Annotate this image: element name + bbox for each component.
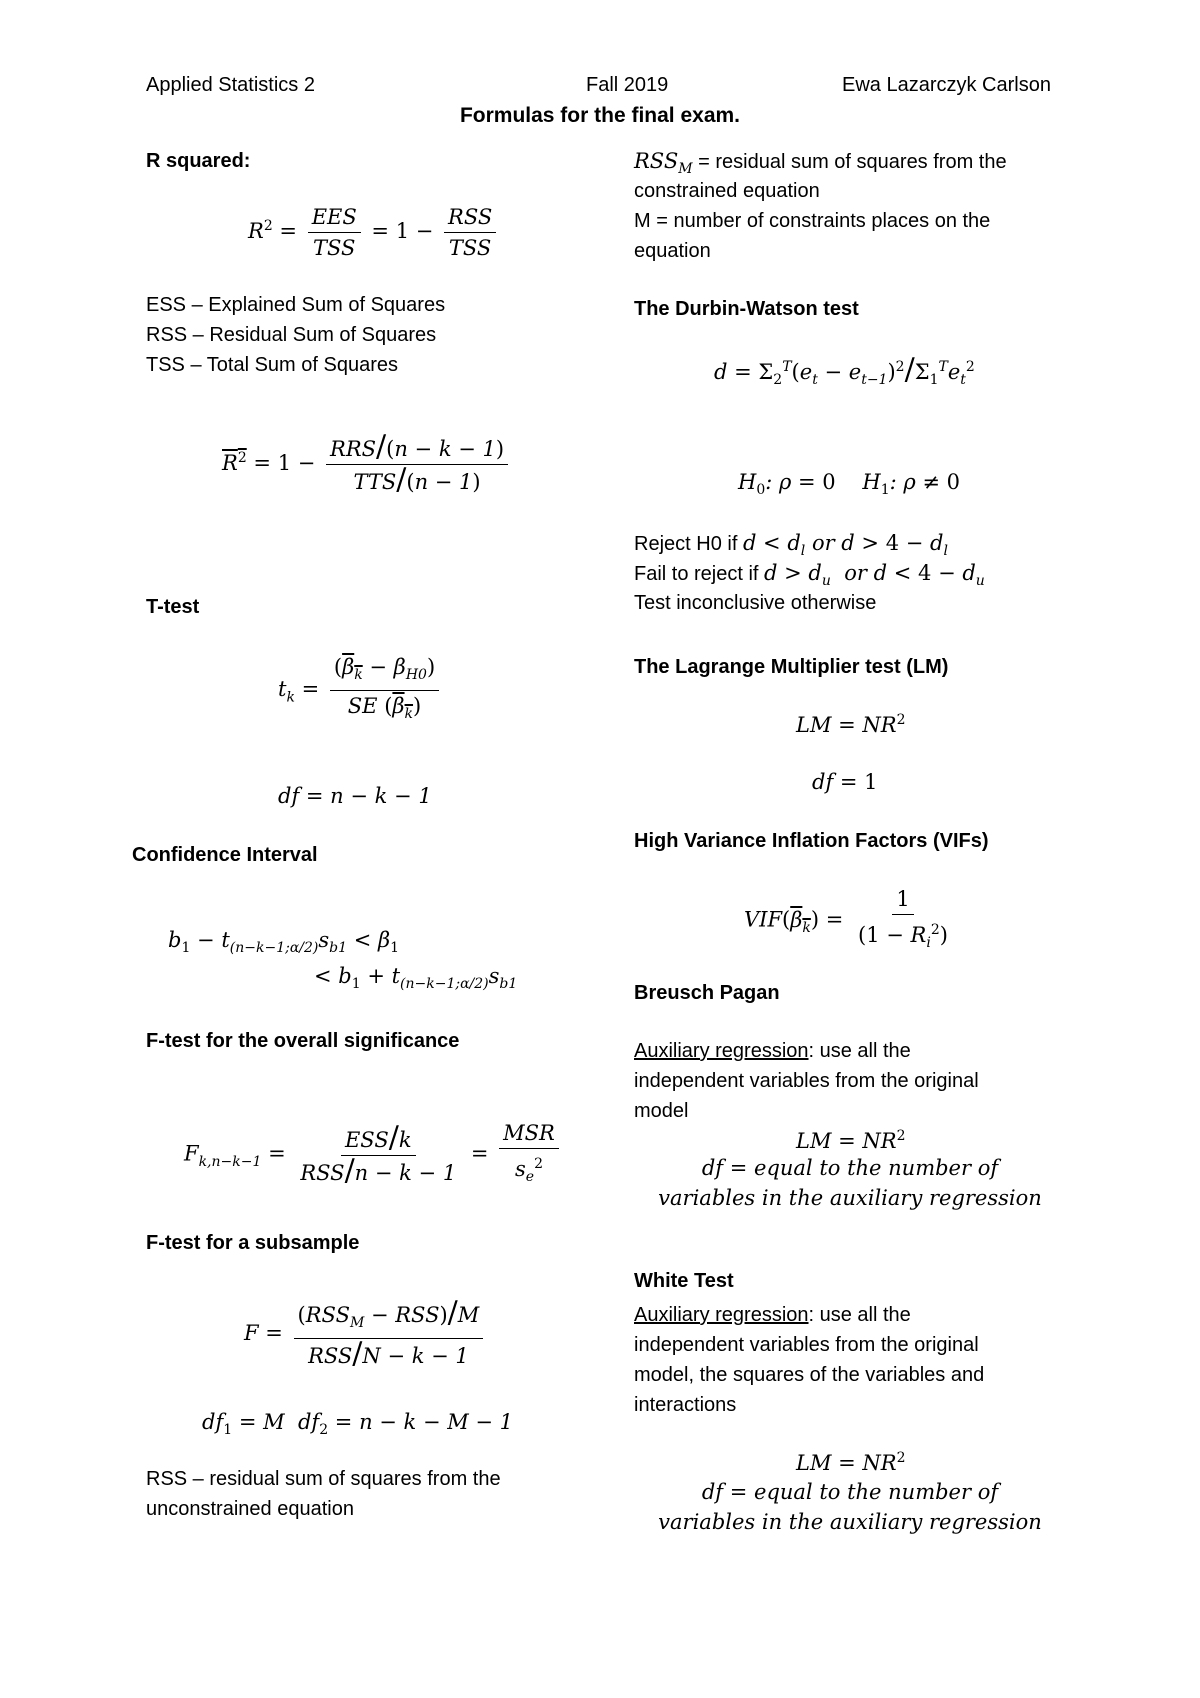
white-df-line1: df = equal to the number of — [701, 1480, 999, 1504]
bp-lm-formula: LM = $NR^2$ — [796, 1128, 906, 1153]
reject-rule-math: $d < d_l$ or $d > 4 - d_l$ — [742, 531, 948, 560]
f-test-subsample-df-formula: $df_1 = M$ $df_2 = n - k - M - 1$ — [202, 1410, 514, 1439]
confidence-interval-formula-line1: $b_1 - t_{(n-k-1;\alpha/2)}s_{b1} < \beta_1$ — [168, 928, 400, 957]
adjusted-r-squared-formula: $R^2 = 1$ − $\frac{\text{RRS/(n − k − 1)}}{\text{TTS/(n − 1)}}$ — [222, 432, 512, 497]
ess-definition: ESS – Explained Sum of Squares — [146, 294, 446, 316]
vif-heading: High Variance Inflation Factors (VIFs) — [634, 830, 989, 852]
f-test-subsample-formula: F = $\frac{(RSS_M - RSS)/M}{\text{RSS/N − k − 1}}$ — [244, 1298, 487, 1371]
t-test-heading: T-test — [146, 596, 200, 618]
f-test-overall-formula: $F_{k,n-k-1}$ = $\frac{\text{ESS/k}}{\text{RSS/n − k − 1}}$ = $\frac{\text{MSR}}{s_e^2}$ — [184, 1118, 563, 1192]
t-test-formula: $t_k$ = $\frac{(\beta_k - \beta_{H0})}{SE (\beta_k)}$ — [278, 652, 443, 729]
lm-df-formula: df = 1 — [812, 770, 878, 794]
f-test-subsample-heading: F-test for a subsample — [146, 1232, 360, 1254]
breusch-pagan-heading: Breusch Pagan — [634, 982, 780, 1004]
auxiliary-regression-label: Auxiliary regression — [634, 1040, 809, 1062]
white-lm-formula: LM = $NR^2$ — [796, 1450, 906, 1475]
bp-df-line2: variables in the auxiliary regression — [658, 1186, 1042, 1210]
r-squared-formula: $R^2$ = $\frac{\text{EES}}{\text{TSS}}$ = 1 − $\frac{\text{RSS}}{\text{TSS}}$ — [248, 202, 500, 263]
tss-definition: TSS – Total Sum of Squares — [146, 354, 398, 376]
white-test-text-line3: model, the squares of the variables and — [634, 1364, 985, 1386]
white-test-text-1: : use all the — [808, 1304, 911, 1326]
rss-unconstrained-line1: RSS – residual sum of squares from the — [146, 1468, 501, 1490]
t-test-df-formula: df = n − k − 1 — [278, 784, 432, 808]
white-test-heading: White Test — [634, 1270, 734, 1292]
confidence-interval-heading: Confidence Interval — [132, 844, 318, 866]
lm-formula: LM = $NR^2$ — [796, 712, 906, 737]
confidence-interval-formula-line2: < $b_1 + t_{(n-k-1;\alpha/2)}s_{b1}$ — [314, 964, 518, 993]
f-test-overall-heading: F-test for the overall significance — [146, 1030, 460, 1052]
fail-to-reject-math: $d > d_u$ or $d < 4 - d_u$ — [764, 561, 985, 590]
breusch-pagan-text-1: : use all the — [808, 1040, 911, 1062]
rssm-definition-text: = residual sum of squares from the — [698, 151, 1007, 173]
rss-unconstrained-line2: unconstrained equation — [146, 1498, 354, 1520]
durbin-watson-heading: The Durbin-Watson test — [634, 298, 859, 320]
m-definition-line2: equation — [634, 240, 711, 262]
breusch-pagan-text-line2: independent variables from the original — [634, 1070, 979, 1092]
breusch-pagan-text-line1 — [634, 1036, 911, 1066]
white-df-line2: variables in the auxiliary regression — [658, 1510, 1042, 1534]
course-name: Applied Statistics 2 — [146, 74, 315, 96]
breusch-pagan-text-line3: model — [634, 1100, 689, 1122]
rssm-symbol: $RSS_M$ — [634, 149, 693, 178]
durbin-watson-hypotheses: $H_0$: ρ = 0 $H_1$: ρ ≠ 0 — [738, 470, 961, 499]
author: Ewa Lazarczyk Carlson — [842, 74, 1051, 96]
bp-df-line1: df = equal to the number of — [701, 1156, 999, 1180]
durbin-watson-formula: $d = \Sigma_2^T(e_t - e_{t-1})^2/\Sigma_1^Te_t^2$ — [714, 352, 975, 389]
white-test-text-line1 — [634, 1300, 911, 1330]
fail-to-reject-text: Fail to reject if — [634, 563, 759, 585]
inconclusive-rule: Test inconclusive otherwise — [634, 592, 877, 614]
rssm-definition-line2: constrained equation — [634, 180, 820, 202]
vif-formula: $VIF(\beta_k)$ = $\frac{1}{(1 - R_i^2)}$ — [744, 884, 956, 958]
r-squared-heading: R squared: — [146, 150, 251, 172]
m-definition-line1: M = number of constraints places on the — [634, 210, 991, 232]
rss-definition: RSS – Residual Sum of Squares — [146, 324, 437, 346]
white-test-text-line4: interactions — [634, 1394, 737, 1416]
lagrange-multiplier-heading: The Lagrange Multiplier test (LM) — [634, 656, 949, 678]
page-title: Formulas for the final exam. — [459, 104, 741, 127]
term: Fall 2019 — [586, 74, 669, 96]
white-auxiliary-regression-label: Auxiliary regression — [634, 1304, 809, 1326]
reject-rule-text: Reject H0 if — [634, 533, 738, 555]
white-test-text-line2: independent variables from the original — [634, 1334, 979, 1356]
